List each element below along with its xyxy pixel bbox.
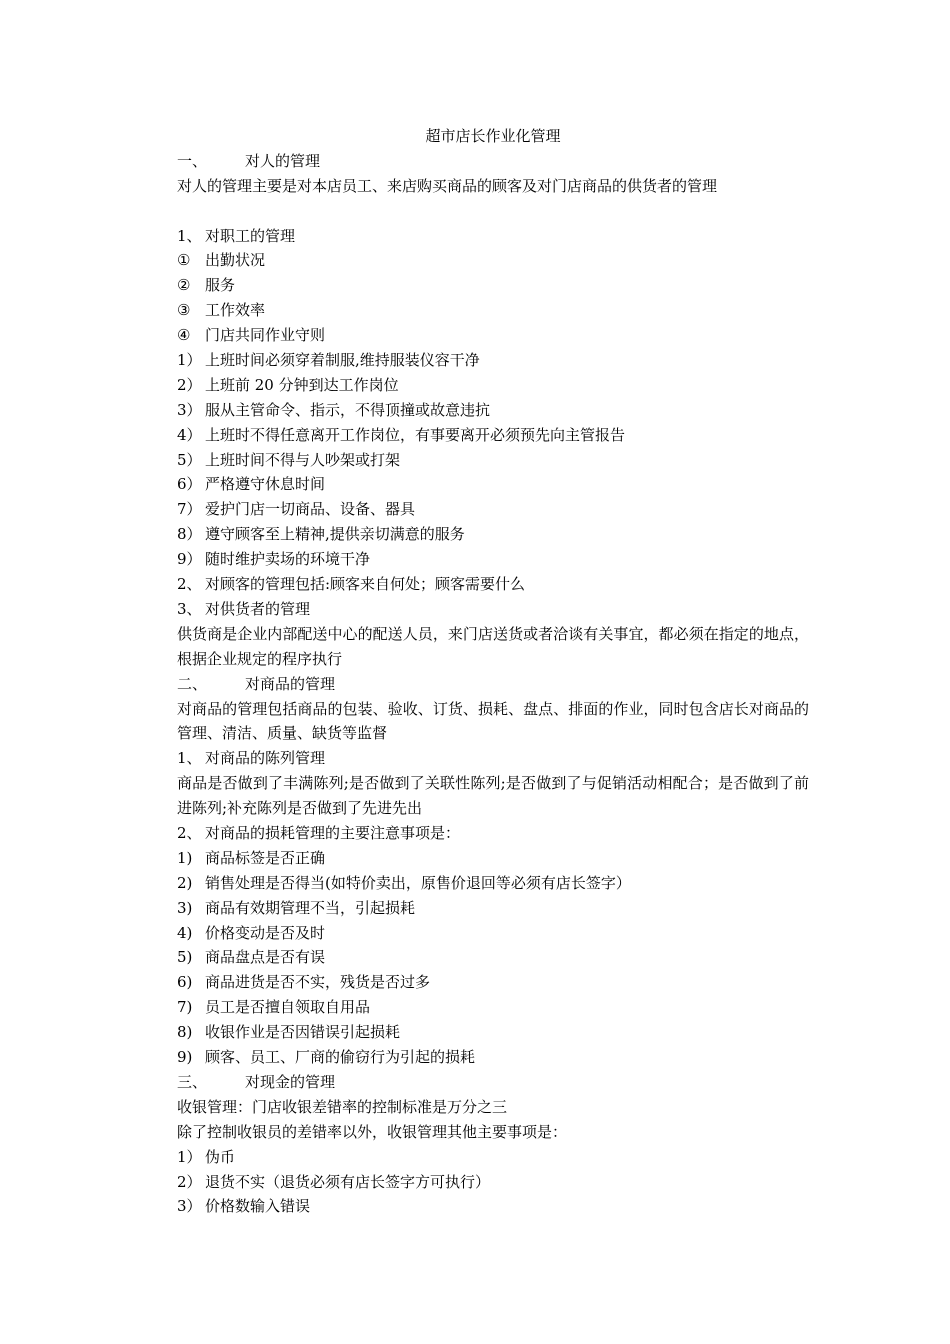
- list-item-text: 门店共同作业守则: [205, 326, 326, 345]
- list-marker: 2): [177, 873, 193, 892]
- list-item: [177, 995, 809, 1020]
- list-marker: 3): [177, 898, 193, 917]
- list-item: [177, 472, 809, 497]
- list-item-text: 销售处理是否得当(如特价卖出，原售价退回等必须有店长签字）: [205, 873, 631, 892]
- section-heading-1: [177, 149, 809, 174]
- section-heading-text: 对现金的管理: [245, 1072, 336, 1091]
- section-heading-text: 对商品的管理: [245, 674, 336, 693]
- list-marker: 8）: [177, 525, 202, 544]
- list-marker: ③: [177, 301, 191, 320]
- list-marker: 1、: [177, 226, 202, 245]
- subheading-text: 对商品的陈列管理: [205, 749, 326, 768]
- subheading-text: 对职工的管理: [205, 226, 296, 245]
- list-item-text: 价格变动是否及时: [205, 923, 326, 942]
- list-marker: 3、: [177, 599, 202, 618]
- document-body: [177, 124, 809, 1219]
- list-item: [177, 1170, 809, 1195]
- paragraph: 对人的管理主要是对本店员工、来店购买商品的顾客及对门店商品的供货者的管理: [177, 176, 718, 195]
- list-item-text: 爱护门店一切商品、设备、器具: [205, 500, 416, 519]
- list-marker: ④: [177, 326, 191, 345]
- list-item: [177, 248, 809, 273]
- list-item: [177, 1020, 809, 1045]
- paragraph: 收银管理：门店收银差错率的控制标准是万分之三: [177, 1097, 508, 1116]
- list-marker: 1): [177, 848, 193, 867]
- list-marker: 9）: [177, 550, 202, 569]
- list-marker: 1、: [177, 749, 202, 768]
- list-marker: 4): [177, 923, 193, 942]
- list-marker: 5）: [177, 450, 202, 469]
- blank-line: [177, 199, 809, 224]
- list-item-text: 顾客、员工、厂商的偷窃行为引起的损耗: [205, 1048, 476, 1067]
- paragraph: 商品是否做到了丰满陈列;是否做到了关联性陈列;是否做到了与促销活动相配合；是否做到了前进陈列;补充陈列是否做到了先进先出: [177, 774, 809, 818]
- list-marker: 6）: [177, 475, 202, 494]
- list-item-text: 服务: [205, 276, 236, 295]
- document-title: 超市店长作业化管理: [425, 127, 561, 145]
- list-marker: 3）: [177, 1197, 202, 1216]
- subheading: [177, 821, 809, 846]
- list-item-text: 商品进货是否不实，残货是否过多: [205, 973, 431, 992]
- list-item-text: 员工是否擅自领取自用品: [205, 998, 371, 1017]
- list-marker: 5): [177, 948, 193, 967]
- list-marker: 9): [177, 1048, 193, 1067]
- subheading-text: 对顾客的管理包括:顾客来自何处；顾客需要什么: [205, 575, 526, 594]
- list-marker: 1）: [177, 1147, 202, 1166]
- list-item: [177, 921, 809, 946]
- list-item: [177, 323, 809, 348]
- list-marker: 1）: [177, 351, 202, 370]
- list-item: [177, 348, 809, 373]
- list-item: [177, 497, 809, 522]
- subheading: [177, 224, 809, 249]
- list-marker: ①: [177, 251, 191, 270]
- section-heading-3: [177, 1070, 809, 1095]
- list-marker: 2）: [177, 375, 202, 394]
- list-item-text: 严格遵守休息时间: [205, 475, 326, 494]
- list-item: [177, 448, 809, 473]
- list-item-text: 上班时间不得与人吵架或打架: [205, 450, 401, 469]
- list-item: [177, 896, 809, 921]
- list-item: [177, 1145, 809, 1170]
- list-item-text: 伪币: [205, 1147, 236, 1166]
- section-heading-text: 对人的管理: [245, 151, 321, 170]
- section-heading-2: [177, 672, 809, 697]
- list-item-text: 价格数输入错误: [205, 1197, 311, 1216]
- list-item: [177, 298, 809, 323]
- list-marker: 4）: [177, 425, 202, 444]
- subheading: [177, 746, 809, 771]
- paragraph: 除了控制收银员的差错率以外，收银管理其他主要事项是：: [177, 1122, 568, 1141]
- list-item-text: 遵守顾客至上精神,提供亲切满意的服务: [205, 525, 465, 544]
- list-marker: 6): [177, 973, 193, 992]
- paragraph: 供货商是企业内部配送中心的配送人员，来门店送货或者洽谈有关事宜，都必须在指定的地点，根据企业规定的程序执行: [177, 624, 809, 668]
- list-item-text: 随时维护卖场的环境干净: [205, 550, 371, 569]
- list-item: [177, 273, 809, 298]
- list-item-text: 商品盘点是否有误: [205, 948, 326, 967]
- list-item-text: 商品标签是否正确: [205, 848, 326, 867]
- subheading: [177, 572, 809, 597]
- list-item: [177, 398, 809, 423]
- list-marker: 7）: [177, 500, 202, 519]
- list-item-text: 退货不实（退货必须有店长签字方可执行）: [205, 1172, 491, 1191]
- list-item: [177, 423, 809, 448]
- subheading: [177, 597, 809, 622]
- list-marker: 7): [177, 998, 193, 1017]
- list-item: [177, 846, 809, 871]
- section-marker: 二、: [177, 674, 208, 693]
- list-marker: 2、: [177, 824, 202, 843]
- list-item-text: 工作效率: [205, 301, 266, 320]
- list-marker: 3）: [177, 400, 202, 419]
- list-item-text: 商品有效期管理不当，引起损耗: [205, 898, 416, 917]
- list-item-text: 出勤状况: [205, 251, 266, 270]
- list-item: [177, 547, 809, 572]
- list-item: [177, 1194, 809, 1219]
- list-item: [177, 871, 809, 896]
- paragraph: 对商品的管理包括商品的包装、验收、订货、损耗、盘点、排面的作业，同时包含店长对商品的管理、清洁、质量、缺货等监督: [177, 699, 809, 743]
- list-item: [177, 1045, 809, 1070]
- list-marker: 2、: [177, 575, 202, 594]
- list-marker: ②: [177, 276, 191, 295]
- list-item-text: 上班前 20 分钟到达工作岗位: [205, 375, 399, 394]
- list-item-text: 服从主管命令、指示，不得顶撞或故意违抗: [205, 400, 491, 419]
- list-item-text: 上班时不得任意离开工作岗位，有事要离开必须预先向主管报告: [205, 425, 626, 444]
- list-item: [177, 970, 809, 995]
- section-marker: 三、: [177, 1072, 208, 1091]
- list-marker: 8): [177, 1023, 193, 1042]
- list-item-text: 上班时间必须穿着制服,维持服装仪容干净: [205, 351, 480, 370]
- list-item-text: 收银作业是否因错误引起损耗: [205, 1023, 401, 1042]
- subheading-text: 对供货者的管理: [205, 599, 311, 618]
- list-item: [177, 373, 809, 398]
- section-marker: 一、: [177, 151, 208, 170]
- list-item: [177, 945, 809, 970]
- list-item: [177, 522, 809, 547]
- subheading-text: 对商品的损耗管理的主要注意事项是：: [205, 824, 461, 843]
- list-marker: 2）: [177, 1172, 202, 1191]
